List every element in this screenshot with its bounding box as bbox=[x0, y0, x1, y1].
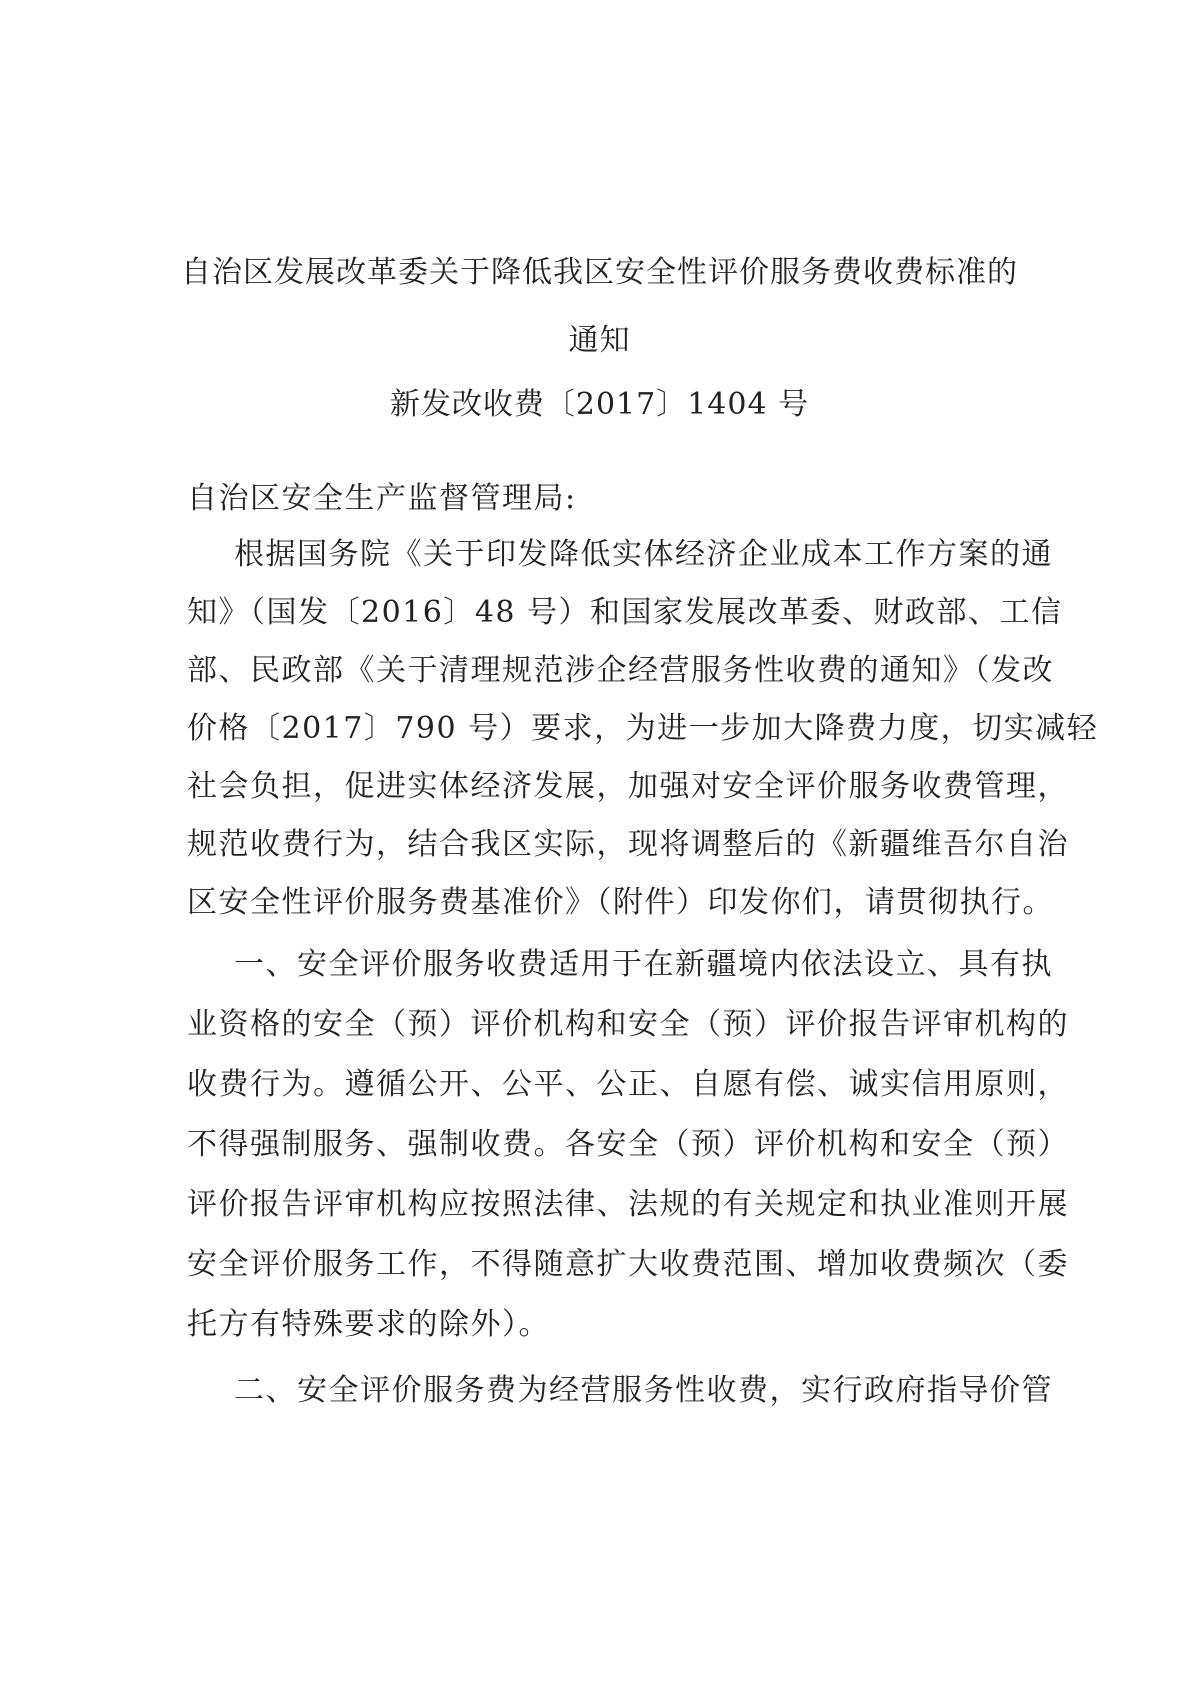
body-line: 区安全性评价服务费基准价》（附件）印发你们，请贯彻执行。 bbox=[187, 885, 1054, 920]
body-line: 规范收费行为，结合我区实际，现将调整后的《新疆维吾尔自治 bbox=[187, 827, 1069, 862]
section-one-line: 安全评价服务工作，不得随意扩大收费范围、增加收费频次（委 bbox=[187, 1247, 1069, 1282]
body-line: 知》（国发〔2016〕48 号）和国家发展改革委、财政部、工信 bbox=[187, 595, 1063, 630]
section-one-line: 不得强制服务、强制收费。各安全（预）评价机构和安全（预） bbox=[187, 1127, 1069, 1162]
body-line: 社会负担，促进实体经济发展，加强对安全评价服务收费管理， bbox=[187, 769, 1069, 804]
section-one-line: 业资格的安全（预）评价机构和安全（预）评价报告评审机构的 bbox=[187, 1007, 1069, 1042]
section-one-line: 一、安全评价服务收费适用于在新疆境内依法设立、具有执 bbox=[234, 947, 1053, 982]
document-title-line-2: 通知 bbox=[568, 323, 631, 358]
document-number: 新发改收费〔2017〕1404 号 bbox=[389, 387, 810, 422]
section-two-line: 二、安全评价服务费为经营服务性收费，实行政府指导价管 bbox=[234, 1373, 1053, 1408]
section-one-line: 收费行为。遵循公开、公平、公正、自愿有偿、诚实信用原则， bbox=[187, 1067, 1069, 1102]
body-line: 价格〔2017〕790 号）要求，为进一步加大降费力度，切实减轻 bbox=[187, 711, 1099, 746]
addressee: 自治区安全生产监督管理局: bbox=[187, 481, 577, 516]
section-one-line: 评价报告评审机构应按照法律、法规的有关规定和执业准则开展 bbox=[187, 1187, 1069, 1222]
section-one-line: 托方有特殊要求的除外）。 bbox=[187, 1307, 550, 1342]
document-title-line-1: 自治区发展改革委关于降低我区安全性评价服务费收费标准的 bbox=[181, 255, 1018, 290]
body-line: 部、民政部《关于清理规范涉企经营服务性收费的通知》（发改 bbox=[187, 653, 1054, 688]
body-line: 根据国务院《关于印发降低实体经济企业成本工作方案的通 bbox=[234, 537, 1053, 572]
